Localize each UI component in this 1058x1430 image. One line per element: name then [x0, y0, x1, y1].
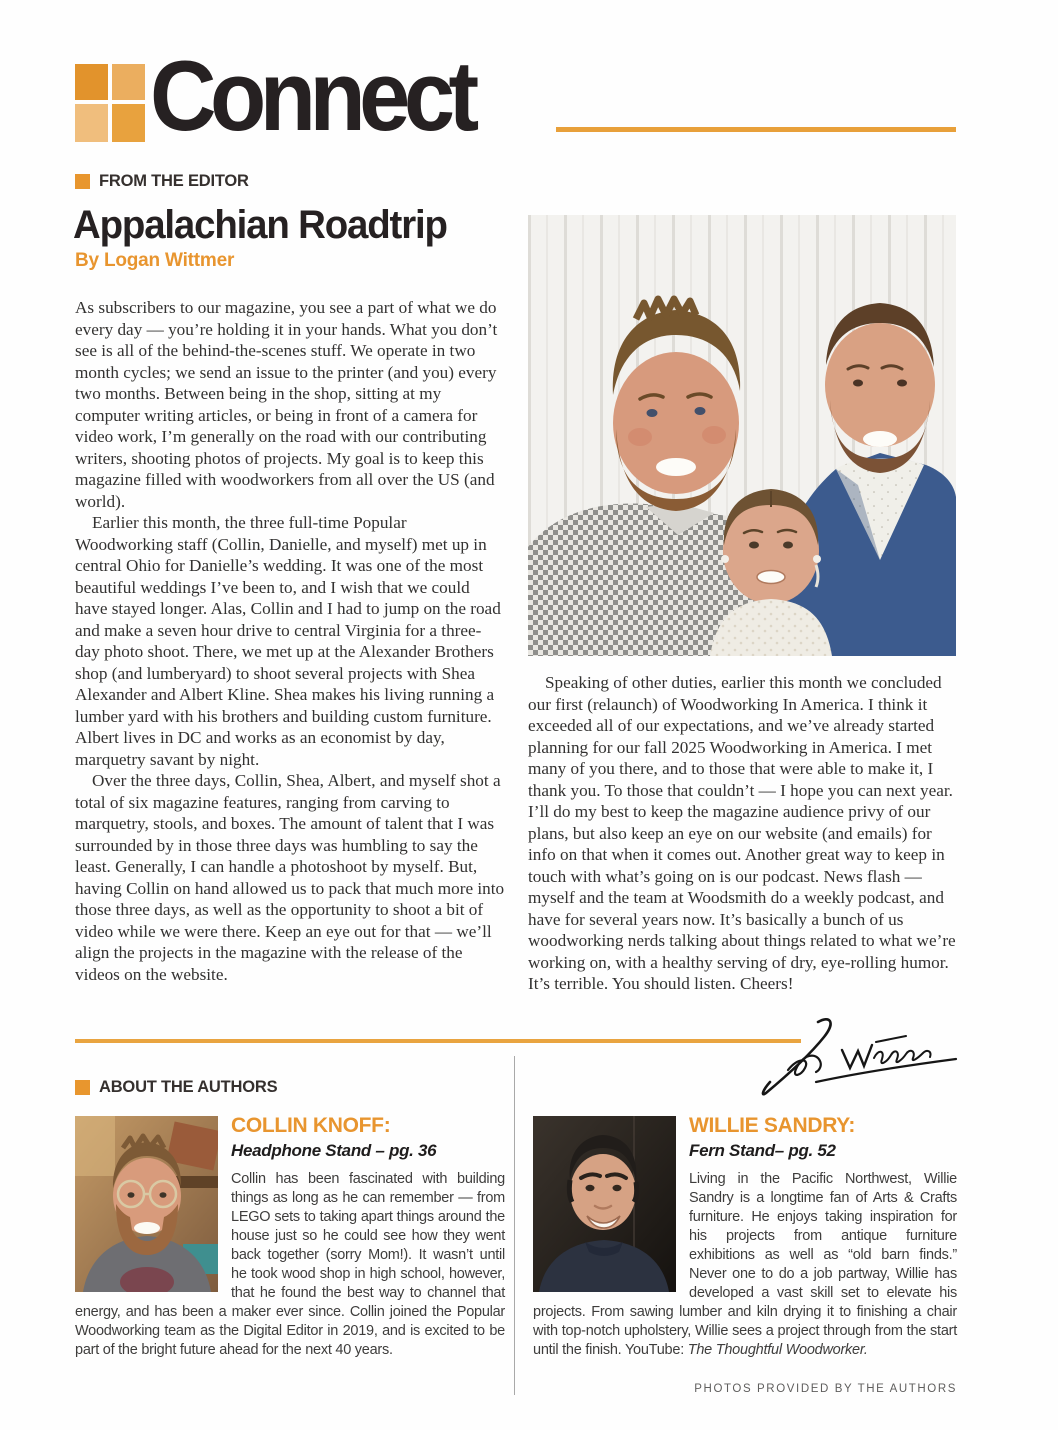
kicker-label: FROM THE EDITOR	[99, 172, 249, 190]
author-youtube-title: The Thoughtful Woodworker.	[687, 1342, 868, 1358]
willie-photo	[533, 1116, 676, 1292]
article-paragraph: As subscribers to our magazine, you see a part of what we do every day — you’re holding it in your hands. What you don’t see is all of the behind-the-scenes stuff. We operate in two month cycles; we send an issue to the printer (and you) every two months. Between being in the shop, sitting at my computer writing articles, or being in front of a camera for video work, I’m generally on the road with our contributing writers, shooting photos of projects. My goal is to keep this magazine filled with woodworkers from all over the US (and world).	[75, 298, 498, 511]
article-title: Appalachian Roadtrip	[73, 203, 447, 247]
author-name: COLLIN KNOFF:	[231, 1114, 391, 1137]
logo-square-bottom-left	[75, 104, 108, 142]
logo-square-bottom-right	[112, 104, 145, 142]
collin-photo	[75, 1116, 218, 1292]
author-name: WILLIE SANDRY:	[689, 1114, 856, 1137]
author-project-ref: Headphone Stand – pg. 36	[231, 1141, 437, 1160]
column-divider	[514, 1056, 515, 1395]
section-kicker-authors	[75, 1078, 277, 1097]
logo-square-top-right	[112, 64, 145, 100]
header-rule	[556, 127, 956, 132]
author-bio-collin	[75, 1113, 505, 1360]
article-paragraph: Over the three days, Collin, Shea, Albert, and myself shot a total of six magazine features, ranging from carving to marquetry, stools, and boxes. The amount of talent that I was surrounded by in those three days was humbling to say the least. Generally, I can handle a photoshoot by myself. But, having Collin on hand allowed us to pack that much more into those three days, as well as the opportunity to shoot a bit of video while we were there. Keep an eye out for that — we’ll align the projects in the magazine with the release of the videos on the website.	[75, 771, 505, 984]
photo-credit: PHOTOS PROVIDED BY THE AUTHORS	[694, 1383, 957, 1395]
article-byline: By Logan Wittmer	[75, 250, 235, 271]
wedding-selfie-photo	[528, 215, 956, 656]
author-bio-willie	[533, 1113, 957, 1360]
logo-square-top-left	[75, 64, 108, 100]
author-bio-text: Collin has been fascinated with building things as long as he can remember — from LEGO sets to taking apart things around the house just so he could see how they went back together (sorry Mom!). It wasn’t until he took wood shop in high school, however, that he found the best way to channel that energy, and has been a maker ever since. Collin joined the Popular Woodworking team as the Digital Editor in 2019, and is excited to be part of the bright future ahead for the next 40 years.	[75, 1171, 505, 1358]
author-project-ref: Fern Stand– pg. 52	[689, 1141, 836, 1160]
article-paragraph: Speaking of other duties, earlier this month we concluded our first (relaunch) of Woodworking In America. I think it exceeded all of our expectations, and we’ve already started planning for our fall 2025 Woodworking in America. I met many of you there, and to those that were able to make it, I thank you. To those that couldn’t — I hope you can next year. I’ll do my best to keep the magazine audience privy of our plans, but also keep an eye on our website (and emails) for info on that when it comes out. Another great way to keep in touch with what’s going on is our podcast. News flash — myself and the team at Woodsmith do a weekly podcast, and have for several years now. It’s basically a bunch of us woodworking nerds talking about things related to what we’re working on, with a healthy serving of dry, eye-rolling humor. It’s terrible. You should listen. Cheers!	[528, 673, 956, 993]
kicker-label: ABOUT THE AUTHORS	[99, 1078, 278, 1096]
section-divider-rule	[75, 1039, 801, 1043]
brand-logo-squares-icon	[75, 64, 145, 142]
kicker-square-icon	[75, 1080, 90, 1095]
article-column-right	[528, 672, 958, 995]
brand-wordmark: Connect	[150, 40, 473, 151]
author-bio-main: Living in the Pacific Northwest, Willie Sandry is a longtime fan of Arts & Crafts furniture. He enjoys taking inspiration for his projects from antique furniture exhibitions as well as “old barn finds.” Never one to do a job partway, Willie has developed a vast skill set to elevate his projects. From sawing lumber and kiln drying it to finishing a chair with top-notch upholstery, Willie sees a project through from the start until the finish. YouTube:	[533, 1171, 957, 1358]
article-paragraph: Earlier this month, the three full-time Popular Woodworking staff (Collin, Danielle, and myself) met up in central Ohio for Danielle’s wedding. It was one of the most beautiful weddings I’ve been to, and I wish that we could have stayed longer. Alas, Collin and I had to jump on the road and make a seven hour drive to central Virginia for a three-day photo shoot. There, we met up at the Alexander Brothers shop (and lumberyard) to shoot several projects with Shea Alexander and Albert Kline. Shea makes his living running a lumber yard with his brothers and building custom furniture. Albert lives in DC and works as an economist by day, marquetry savant by night.	[75, 513, 501, 769]
kicker-square-icon	[75, 174, 90, 189]
section-kicker-editor	[75, 172, 249, 191]
article-column-left	[75, 297, 505, 985]
editor-signature	[758, 1014, 960, 1102]
